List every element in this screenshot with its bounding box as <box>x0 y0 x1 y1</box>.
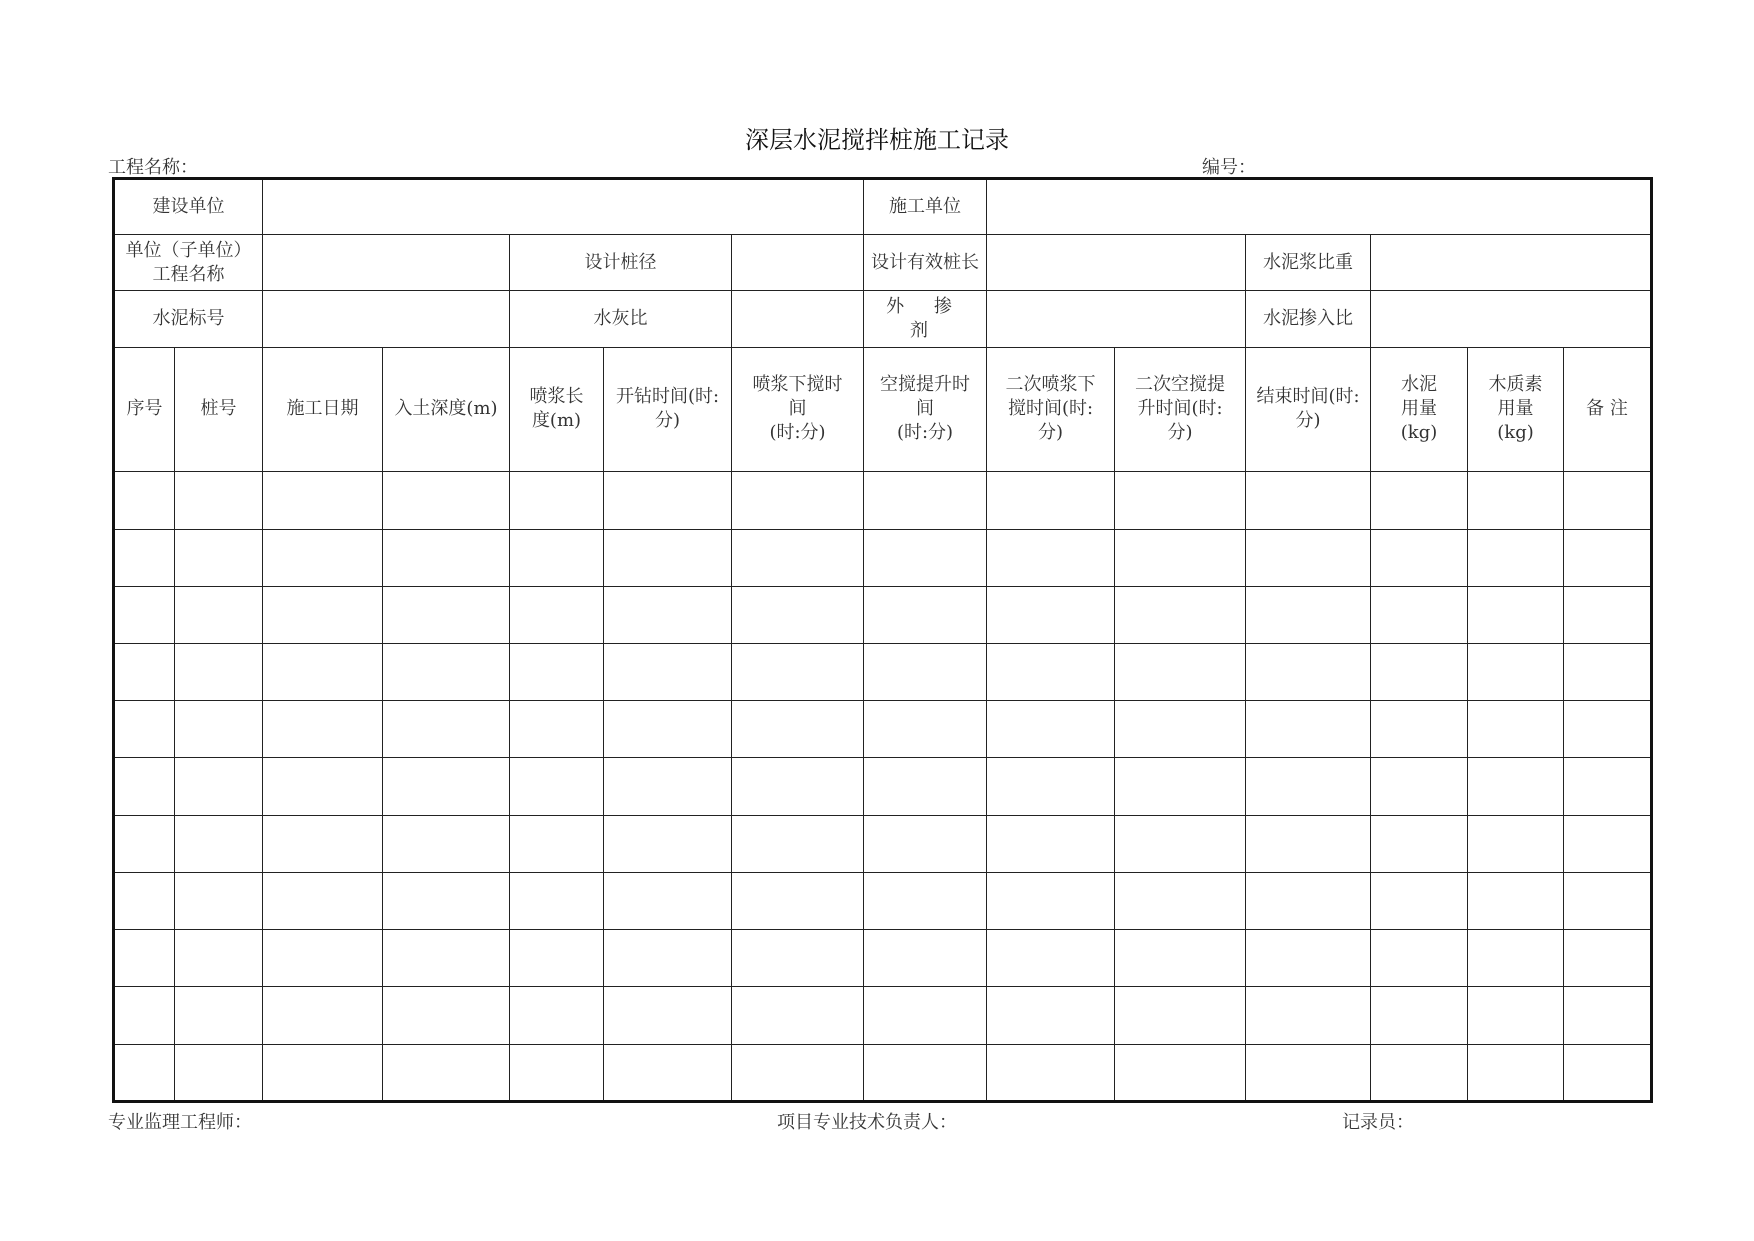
entry-cell[interactable] <box>175 872 263 929</box>
table-row <box>114 758 1652 815</box>
entry-cell[interactable] <box>1371 472 1468 529</box>
entry-cell[interactable] <box>1115 815 1246 872</box>
entry-cell[interactable] <box>1246 701 1371 758</box>
entry-cell[interactable] <box>1115 701 1246 758</box>
entry-cell[interactable] <box>1371 643 1468 700</box>
entry-cell[interactable] <box>987 872 1115 929</box>
entry-cell[interactable] <box>1115 872 1246 929</box>
col-header-seq: 序号 <box>114 347 175 472</box>
col-header-drill-start: 开钻时间(时: 分) <box>604 347 732 472</box>
col-header-end-time: 结束时间(时: 分) <box>1246 347 1371 472</box>
entry-cell[interactable] <box>1115 987 1246 1044</box>
entry-cell[interactable] <box>175 758 263 815</box>
entry-cell[interactable] <box>987 1044 1115 1101</box>
entry-cell[interactable] <box>732 815 864 872</box>
col-header-date: 施工日期 <box>263 347 383 472</box>
entry-cell[interactable] <box>1468 872 1564 929</box>
entry-cell[interactable] <box>732 472 864 529</box>
entry-cell[interactable] <box>175 1044 263 1101</box>
entry-cell[interactable] <box>114 815 175 872</box>
entry-cell[interactable] <box>263 701 383 758</box>
col-header-second-spray-time: 二次喷浆下 搅时间(时: 分) <box>987 347 1115 472</box>
col-header-second-lift-time: 二次空搅提 升时间(时: 分) <box>1115 347 1246 472</box>
entry-cell[interactable] <box>732 529 864 586</box>
entry-cell[interactable] <box>864 472 987 529</box>
entry-cell[interactable] <box>1246 930 1371 987</box>
entry-cell[interactable] <box>1564 930 1652 987</box>
entry-cell[interactable] <box>604 1044 732 1101</box>
entry-cell[interactable] <box>263 472 383 529</box>
entry-cell[interactable] <box>114 758 175 815</box>
entry-cell[interactable] <box>510 758 604 815</box>
entry-cell[interactable] <box>263 586 383 643</box>
info-row-2 <box>114 235 1652 291</box>
entry-cell[interactable] <box>114 472 175 529</box>
entry-cell[interactable] <box>864 1044 987 1101</box>
entry-cell[interactable] <box>1468 1044 1564 1101</box>
entry-cell[interactable] <box>1371 1044 1468 1101</box>
entry-cell[interactable] <box>604 987 732 1044</box>
entry-cell[interactable] <box>1371 758 1468 815</box>
cement-grade-label: 水泥标号 <box>114 291 263 347</box>
entry-cell[interactable] <box>510 930 604 987</box>
column-header-row <box>114 347 1652 472</box>
entry-cell[interactable] <box>1564 758 1652 815</box>
entry-cell[interactable] <box>987 758 1115 815</box>
entry-cell[interactable] <box>263 987 383 1044</box>
table-row <box>114 872 1652 929</box>
admixture-value-cell[interactable] <box>987 291 1246 347</box>
entry-cell[interactable] <box>1371 529 1468 586</box>
entry-cell[interactable] <box>604 472 732 529</box>
entry-cell[interactable] <box>1564 643 1652 700</box>
entry-cell[interactable] <box>383 472 510 529</box>
entry-cell[interactable] <box>1246 472 1371 529</box>
entry-cell[interactable] <box>732 930 864 987</box>
sub-project-name-label: 单位（子单位） 工程名称 <box>114 235 263 291</box>
entry-cell[interactable] <box>1468 529 1564 586</box>
entry-cell[interactable] <box>864 872 987 929</box>
entry-cell[interactable] <box>383 930 510 987</box>
contractor-label: 施工单位 <box>864 179 987 235</box>
entry-cell[interactable] <box>1564 872 1652 929</box>
table-row <box>114 815 1652 872</box>
entry-cell[interactable] <box>1564 701 1652 758</box>
entry-cell[interactable] <box>604 815 732 872</box>
table-row <box>114 643 1652 700</box>
cement-mix-ratio-value-cell[interactable] <box>1371 291 1652 347</box>
admixture-label: 外 掺 剂 <box>864 291 987 347</box>
entry-cell[interactable] <box>263 930 383 987</box>
design-diameter-value-cell[interactable] <box>732 235 864 291</box>
table-row <box>114 529 1652 586</box>
table-row <box>114 586 1652 643</box>
entry-cell[interactable] <box>1246 586 1371 643</box>
entry-cell[interactable] <box>1564 472 1652 529</box>
table-row <box>114 701 1652 758</box>
entry-cell[interactable] <box>1468 643 1564 700</box>
col-header-lignin-amount: 木质素 用量 (kg) <box>1468 347 1564 472</box>
entry-cell[interactable] <box>114 701 175 758</box>
col-header-cement-amount: 水泥 用量 (kg) <box>1371 347 1468 472</box>
entry-cell[interactable] <box>864 529 987 586</box>
table-row <box>114 987 1652 1044</box>
entry-cell[interactable] <box>604 872 732 929</box>
entry-cell[interactable] <box>732 586 864 643</box>
entry-cell[interactable] <box>175 529 263 586</box>
entry-cell[interactable] <box>864 586 987 643</box>
cement-grade-value-cell[interactable] <box>263 291 510 347</box>
entry-cell[interactable] <box>864 987 987 1044</box>
entry-cell[interactable] <box>263 758 383 815</box>
design-length-value-cell[interactable] <box>987 235 1246 291</box>
col-header-spray-length: 喷浆长 度(m) <box>510 347 604 472</box>
entry-cell[interactable] <box>175 815 263 872</box>
entry-cell[interactable] <box>1115 1044 1246 1101</box>
entry-cell[interactable] <box>1468 930 1564 987</box>
tech-lead-label: 项目专业技术负责人： <box>777 1112 957 1133</box>
slurry-density-value-cell[interactable] <box>1371 235 1652 291</box>
col-header-depth: 入土深度(m) <box>383 347 510 472</box>
slurry-density-label: 水泥浆比重 <box>1246 235 1371 291</box>
entry-cell[interactable] <box>1115 643 1246 700</box>
serial-number-label: 编号： <box>1202 157 1256 178</box>
entry-cell[interactable] <box>1468 472 1564 529</box>
entry-cell[interactable] <box>383 529 510 586</box>
entry-cell[interactable] <box>864 701 987 758</box>
entry-cell[interactable] <box>510 586 604 643</box>
entry-cell[interactable] <box>732 1044 864 1101</box>
entry-cell[interactable] <box>732 643 864 700</box>
entry-cell[interactable] <box>604 930 732 987</box>
construction-record-table <box>112 177 1653 1103</box>
entry-cell[interactable] <box>987 815 1115 872</box>
col-header-remarks: 备 注 <box>1564 347 1652 472</box>
entry-cell[interactable] <box>1246 815 1371 872</box>
entry-cell[interactable] <box>987 701 1115 758</box>
entry-cell[interactable] <box>1115 930 1246 987</box>
sub-project-name-value-cell[interactable] <box>263 235 510 291</box>
water-cement-ratio-value-cell[interactable] <box>732 291 864 347</box>
entry-cell[interactable] <box>510 643 604 700</box>
entry-cell[interactable] <box>263 529 383 586</box>
entry-cell[interactable] <box>1246 987 1371 1044</box>
entry-cell[interactable] <box>732 701 864 758</box>
entry-cell[interactable] <box>383 987 510 1044</box>
builder-label: 建设单位 <box>114 179 263 235</box>
entry-cell[interactable] <box>175 472 263 529</box>
entry-cell[interactable] <box>263 815 383 872</box>
entry-cell[interactable] <box>175 643 263 700</box>
entry-cell[interactable] <box>604 758 732 815</box>
entry-cell[interactable] <box>987 472 1115 529</box>
entry-cell[interactable] <box>510 472 604 529</box>
entry-cell[interactable] <box>1468 586 1564 643</box>
entry-cell[interactable] <box>114 586 175 643</box>
entry-cell[interactable] <box>510 529 604 586</box>
entry-cell[interactable] <box>510 815 604 872</box>
entry-cell[interactable] <box>114 872 175 929</box>
contractor-value-cell[interactable] <box>987 179 1652 235</box>
entry-cell[interactable] <box>114 643 175 700</box>
entry-cell[interactable] <box>1246 758 1371 815</box>
entry-cell[interactable] <box>1371 586 1468 643</box>
entry-cell[interactable] <box>383 701 510 758</box>
table-row <box>114 472 1652 529</box>
info-row-1 <box>114 179 1652 235</box>
entry-cell[interactable] <box>987 643 1115 700</box>
entry-cell[interactable] <box>1468 987 1564 1044</box>
entry-cell[interactable] <box>383 758 510 815</box>
entry-cell[interactable] <box>732 987 864 1044</box>
entry-cell[interactable] <box>1468 815 1564 872</box>
entry-cell[interactable] <box>114 930 175 987</box>
entry-cell[interactable] <box>864 815 987 872</box>
entry-cell[interactable] <box>1246 1044 1371 1101</box>
entry-cell[interactable] <box>1371 987 1468 1044</box>
col-header-pile-no: 桩号 <box>175 347 263 472</box>
entry-cell[interactable] <box>510 701 604 758</box>
entry-cell[interactable] <box>987 930 1115 987</box>
builder-value-cell[interactable] <box>263 179 864 235</box>
entry-cell[interactable] <box>1246 643 1371 700</box>
entry-cell[interactable] <box>864 758 987 815</box>
entry-cell[interactable] <box>1246 872 1371 929</box>
entry-cell[interactable] <box>175 586 263 643</box>
entry-cell[interactable] <box>987 586 1115 643</box>
col-header-lift-time: 空搅提升时 间 (时:分) <box>864 347 987 472</box>
entry-cell[interactable] <box>510 987 604 1044</box>
table-row <box>114 1044 1652 1101</box>
entry-cell[interactable] <box>1115 529 1246 586</box>
entry-cell[interactable] <box>1564 815 1652 872</box>
entry-cell[interactable] <box>864 643 987 700</box>
entry-cell[interactable] <box>987 529 1115 586</box>
entry-cell[interactable] <box>383 872 510 929</box>
entry-rows <box>114 472 1652 1102</box>
info-row-3 <box>114 291 1652 347</box>
entry-cell[interactable] <box>1371 815 1468 872</box>
entry-cell[interactable] <box>114 529 175 586</box>
entry-cell[interactable] <box>1468 701 1564 758</box>
entry-cell[interactable] <box>383 586 510 643</box>
entry-cell[interactable] <box>1371 701 1468 758</box>
entry-cell[interactable] <box>604 529 732 586</box>
entry-cell[interactable] <box>175 987 263 1044</box>
entry-cell[interactable] <box>263 1044 383 1101</box>
table-row <box>114 930 1652 987</box>
entry-cell[interactable] <box>604 701 732 758</box>
design-diameter-label: 设计桩径 <box>510 235 732 291</box>
entry-cell[interactable] <box>510 1044 604 1101</box>
entry-cell[interactable] <box>1115 758 1246 815</box>
entry-cell[interactable] <box>1115 586 1246 643</box>
entry-cell[interactable] <box>732 872 864 929</box>
entry-cell[interactable] <box>510 872 604 929</box>
entry-cell[interactable] <box>604 586 732 643</box>
entry-cell[interactable] <box>383 815 510 872</box>
col-header-spray-down-time: 喷浆下搅时 间 (时:分) <box>732 347 864 472</box>
entry-cell[interactable] <box>864 930 987 987</box>
entry-cell[interactable] <box>175 701 263 758</box>
supervisor-label: 专业监理工程师： <box>108 1112 252 1133</box>
entry-cell[interactable] <box>1468 758 1564 815</box>
entry-cell[interactable] <box>263 872 383 929</box>
entry-cell[interactable] <box>383 1044 510 1101</box>
recorder-label: 记录员： <box>1342 1112 1414 1133</box>
entry-cell[interactable] <box>1371 930 1468 987</box>
entry-cell[interactable] <box>1115 472 1246 529</box>
entry-cell[interactable] <box>732 758 864 815</box>
entry-cell[interactable] <box>1246 529 1371 586</box>
entry-cell[interactable] <box>987 987 1115 1044</box>
entry-cell[interactable] <box>114 987 175 1044</box>
project-name-label: 工程名称： <box>108 157 198 178</box>
entry-cell[interactable] <box>1564 987 1652 1044</box>
water-cement-ratio-label: 水灰比 <box>510 291 732 347</box>
design-length-label: 设计有效桩长 <box>864 235 987 291</box>
entry-cell[interactable] <box>1371 872 1468 929</box>
entry-cell[interactable] <box>1564 529 1652 586</box>
cement-mix-ratio-label: 水泥掺入比 <box>1246 291 1371 347</box>
entry-cell[interactable] <box>263 643 383 700</box>
page-title: 深层水泥搅拌桩施工记录 <box>745 126 1009 154</box>
entry-cell[interactable] <box>114 1044 175 1101</box>
entry-cell[interactable] <box>1564 586 1652 643</box>
entry-cell[interactable] <box>383 643 510 700</box>
entry-cell[interactable] <box>1564 1044 1652 1101</box>
entry-cell[interactable] <box>175 930 263 987</box>
entry-cell[interactable] <box>604 643 732 700</box>
